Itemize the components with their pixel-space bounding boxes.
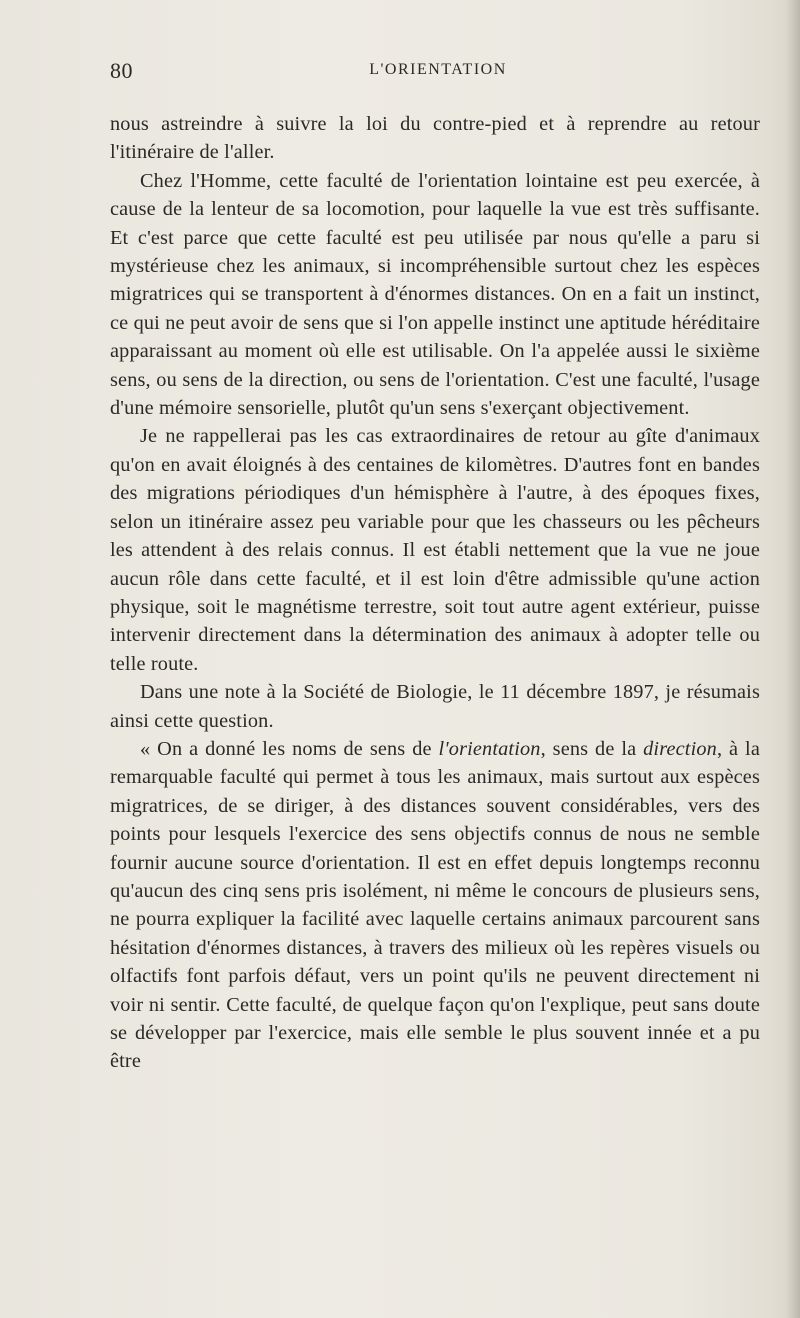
page-edge-shadow — [786, 0, 800, 1318]
paragraph-4: Dans une note à la Société de Biologie, le 11 décembre 1897, je résumais ainsi cette question. — [110, 681, 760, 732]
quote-mid: , sens de la — [540, 737, 644, 760]
quote-rest: , à la remarquable faculté qui permet à tous les animaux, mais surtout aux espèces migratrices, de se diriger, à des distances souvent considérables, vers des points pour lesquels l'exercice des sens objectifs connus de nous ne semble fournir aucune source d'orientation. Il est en effet depuis longtemps reconnu qu'aucun des cinq sens pris isolément, ni même le concours de plusieurs sens, ne pourra expliquer la facilité avec laquelle certains animaux parcourent sans hésitation d'énormes distances, à travers des milieux où les repères visuels ou olfactifs font parfois défaut, vers un point qu'ils ne peuvent directement ni voir ni sentir. Cette faculté, de quelque façon qu'on l'explique, peut sans doute se développer par l'exercice, mais elle semble le plus souvent innée et a pu être — [110, 737, 760, 1073]
page-number: 80 — [110, 58, 133, 83]
quotation-paragraph — [110, 735, 760, 1076]
quote-start: « On a donné les noms de sens de — [140, 737, 439, 760]
italic-term-orientation: l'orientation — [438, 737, 541, 760]
body-text — [110, 110, 760, 1076]
running-header — [110, 58, 766, 88]
running-title: L'ORIENTATION — [369, 61, 507, 78]
paragraph-3: Je ne rappellerai pas les cas extraordinaires de retour au gîte d'animaux qu'on en avait éloignés à des centaines de kilomètres. D'autres font en bandes des migrations périodiques d'un hémisphère à l'autre, à des époques fixes, selon un itinéraire assez peu variable pour que les chasseurs ou les pêcheurs les attendent à des relais connus. Il est établi nettement que la vue ne joue aucun rôle dans cette faculté, et il est loin d'être admissible qu'une action physique, soit le magnétisme terrestre, soit tout autre agent extérieur, puisse intervenir directement dans la détermination des animaux à adopter telle ou telle route. — [110, 425, 760, 675]
paragraph-2: Chez l'Homme, cette faculté de l'orientation lointaine est peu exercée, à cause de la lenteur de sa locomotion, pour laquelle la vue est très suffisante. Et c'est parce que cette faculté est peu utilisée par nous qu'elle a paru si mystérieuse chez les animaux, si incompréhensible surtout chez les espèces migratrices qui se transportent à d'énormes distances. On en a fait un instinct, ce qui ne peut avoir de sens que si l'on appelle instinct une aptitude héréditaire apparaissant au moment où elle est utilisable. On l'a appelée aussi le sixième sens, ou sens de la direction, ou sens de l'orientation. C'est une faculté, l'usage d'une mémoire sensorielle, plutôt qu'un sens s'exerçant objectivement. — [110, 169, 760, 420]
paragraph-1: nous astreindre à suivre la loi du contre-pied et à reprendre au retour l'itinéraire de l'aller. — [110, 113, 760, 164]
italic-term-direction: direction — [643, 737, 717, 760]
